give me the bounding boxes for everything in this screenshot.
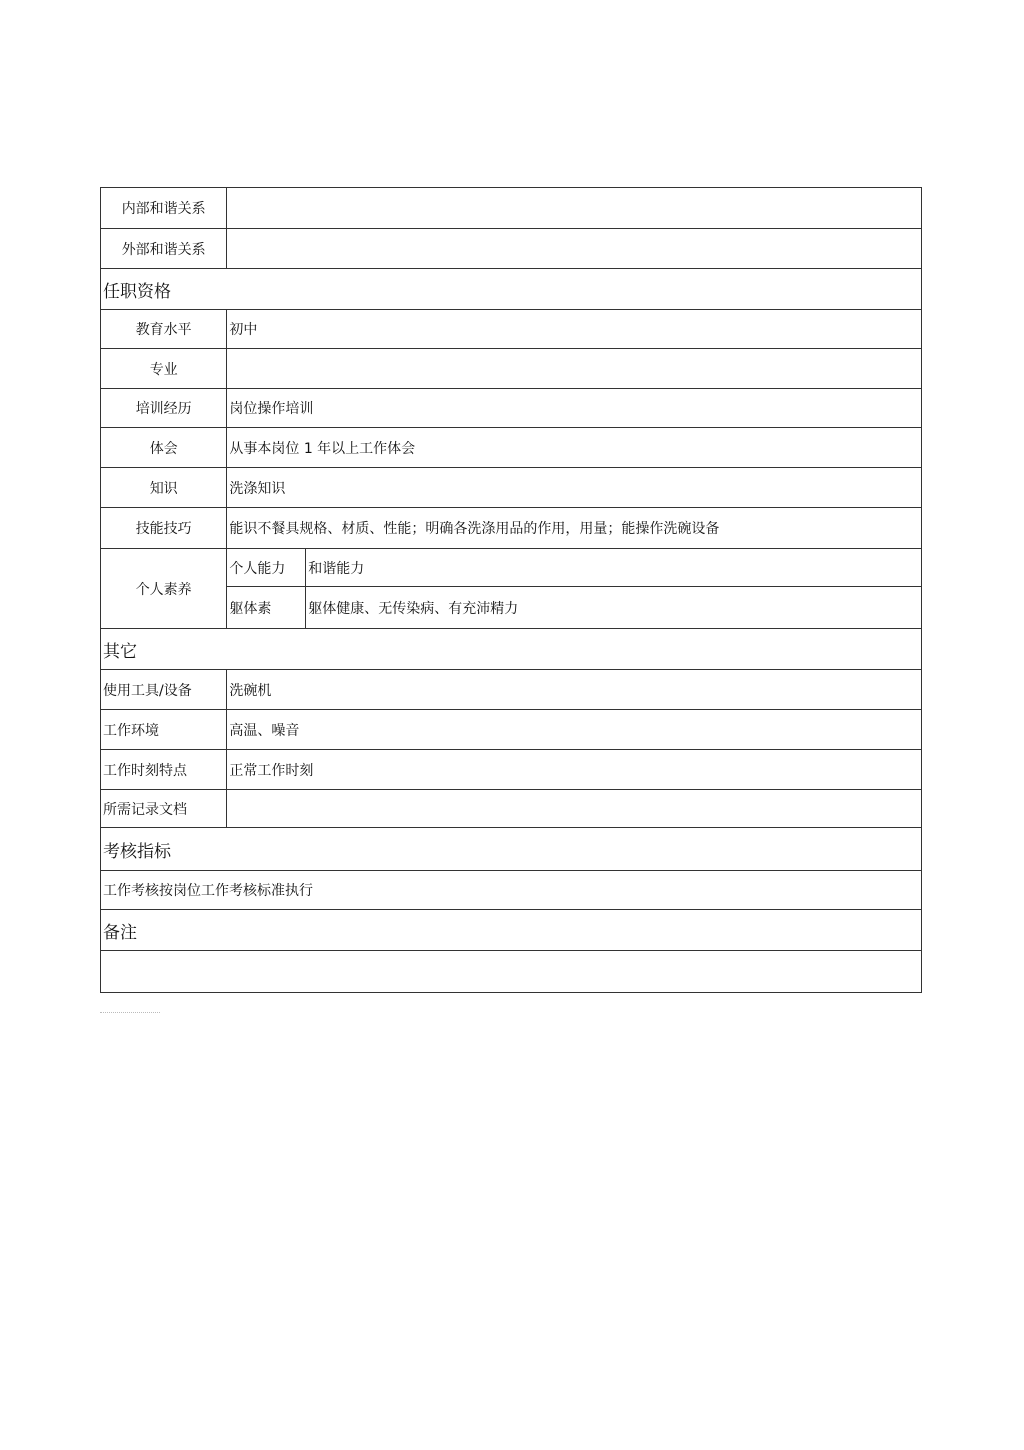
experience-label: 体会 — [101, 428, 227, 468]
education-row — [101, 310, 922, 349]
skills-value: 能识不餐具规格、材质、性能；明确各洗涤用品的作用，用量；能操作洗碗设备 — [227, 508, 922, 549]
personal-ability-row — [101, 549, 922, 587]
tools-value: 洗碗机 — [227, 670, 922, 710]
hours-label: 工作时刻特点 — [101, 750, 227, 790]
internal-relations-value — [227, 188, 922, 229]
knowledge-row — [101, 468, 922, 508]
remarks-value-row — [101, 951, 922, 993]
footer-dotted-line — [100, 1012, 160, 1013]
tools-row — [101, 670, 922, 710]
assessment-section-row — [101, 828, 922, 871]
remarks-section-title: 备注 — [101, 910, 922, 951]
personal-quality-label: 个人素养 — [101, 549, 227, 629]
training-value: 岗位操作培训 — [227, 389, 922, 428]
training-label: 培训经历 — [101, 389, 227, 428]
major-row — [101, 349, 922, 389]
remarks-value — [101, 951, 922, 993]
external-relations-row — [101, 229, 922, 269]
knowledge-value: 洗涤知识 — [227, 468, 922, 508]
hours-row — [101, 750, 922, 790]
records-label: 所需记录文档 — [101, 790, 227, 828]
training-row — [101, 389, 922, 428]
physique-label: 躯体素 — [227, 587, 306, 629]
ability-value: 和谐能力 — [306, 549, 922, 587]
internal-relations-label: 内部和谐关系 — [101, 188, 227, 229]
knowledge-label: 知识 — [101, 468, 227, 508]
assessment-value: 工作考核按岗位工作考核标准执行 — [101, 871, 922, 910]
qualifications-section-row — [101, 269, 922, 310]
external-relations-value — [227, 229, 922, 269]
skills-row — [101, 508, 922, 549]
external-relations-label: 外部和谐关系 — [101, 229, 227, 269]
remarks-section-row — [101, 910, 922, 951]
hours-value: 正常工作时刻 — [227, 750, 922, 790]
environment-label: 工作环境 — [101, 710, 227, 750]
tools-label: 使用工具/设备 — [101, 670, 227, 710]
assessment-section-title: 考核指标 — [101, 828, 922, 871]
major-label: 专业 — [101, 349, 227, 389]
experience-value: 从事本岗位 1 年以上工作体会 — [227, 428, 922, 468]
education-value: 初中 — [227, 310, 922, 349]
ability-label: 个人能力 — [227, 549, 306, 587]
experience-row — [101, 428, 922, 468]
environment-value: 高温、噪音 — [227, 710, 922, 750]
other-section-title: 其它 — [101, 629, 922, 670]
skills-label: 技能技巧 — [101, 508, 227, 549]
other-section-row — [101, 629, 922, 670]
physique-value: 躯体健康、无传染病、有充沛精力 — [306, 587, 922, 629]
qualifications-section-title: 任职资格 — [101, 269, 922, 310]
major-value — [227, 349, 922, 389]
records-value — [227, 790, 922, 828]
internal-relations-row — [101, 188, 922, 229]
records-row — [101, 790, 922, 828]
environment-row — [101, 710, 922, 750]
job-description-table — [100, 187, 922, 993]
assessment-value-row — [101, 871, 922, 910]
education-label: 教育水平 — [101, 310, 227, 349]
